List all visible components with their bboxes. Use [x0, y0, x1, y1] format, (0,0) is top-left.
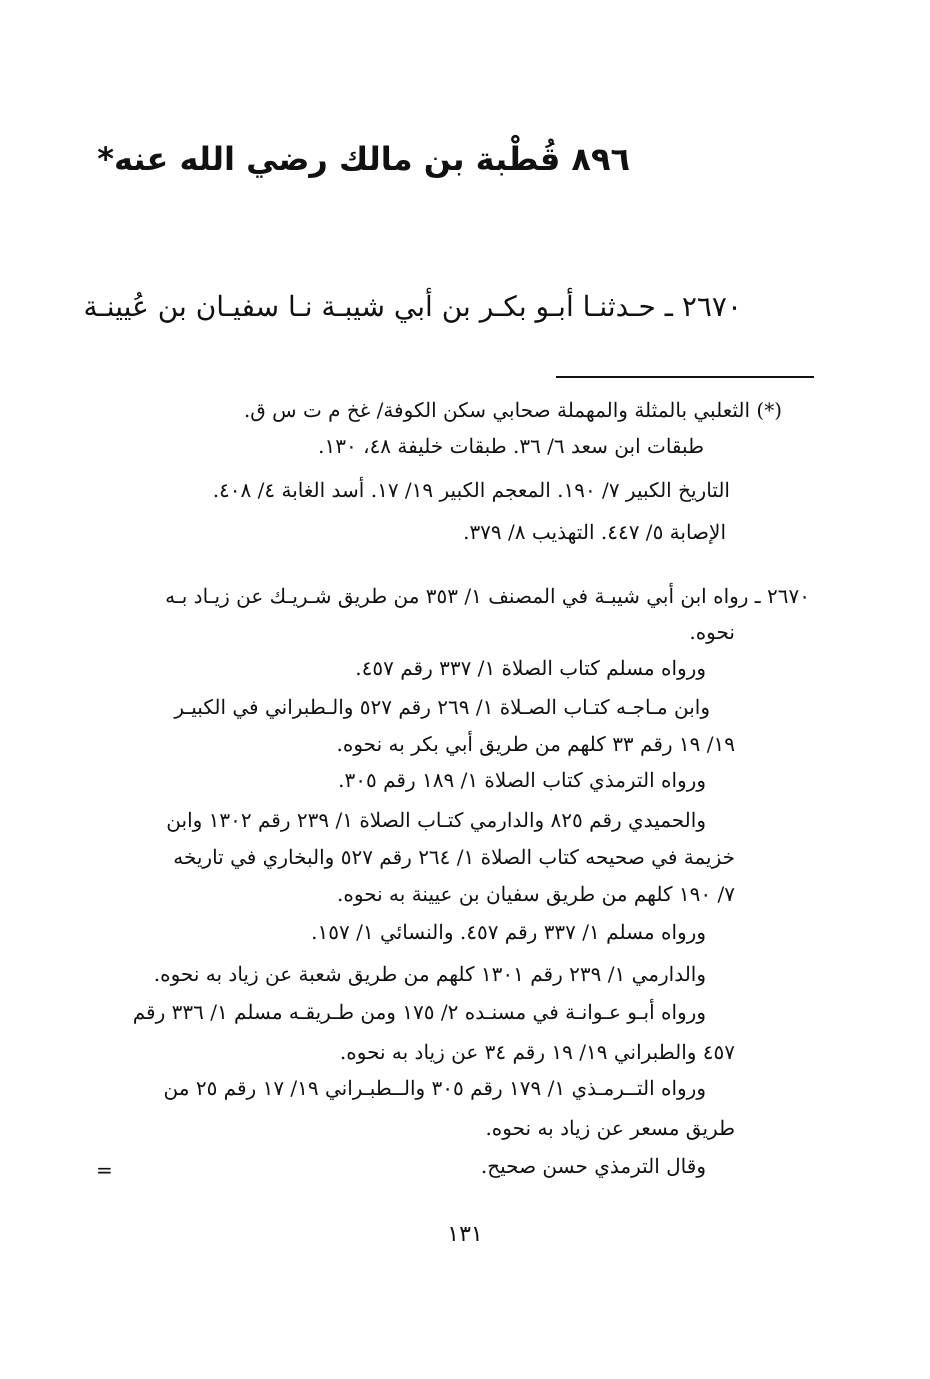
note-line: ٤٥٧ والطبراني ١٩/ ١٩ رقم ٣٤ عن زياد به نحوه.	[339, 1040, 735, 1064]
note-line: وقال الترمذي حسن صحيح.	[480, 1154, 706, 1178]
page-number: ١٣١	[447, 1222, 483, 1247]
note-line: ورواه مسلم ١/ ٣٣٧ رقم ٤٥٧. والنسائي ١/ ١٥٧.	[311, 920, 706, 944]
note-line: والدارمي ١/ ٢٣٩ رقم ١٣٠١ كلهم من طريق شعبة عن زياد به نحوه.	[153, 962, 706, 986]
note-line: (*) الثعلبي بالمثلة والمهملة صحابي سكن الكوفة/ غخ م ت س ق.	[243, 398, 782, 422]
note-line: ١٩/ ١٩ رقم ٣٣ كلهم من طريق أبي بكر به نحوه.	[336, 732, 735, 756]
note-line: والحميدي رقم ٨٢٥ والدارمي كتـاب الصلاة ١/ ٢٣٩ رقم ١٣٠٢ وابن	[166, 808, 706, 832]
note-line: طبقات ابن سعد ٦/ ٣٦. طبقات خليفة ٤٨، ١٣٠.	[318, 434, 704, 458]
note-line: التاريخ الكبير ٧/ ١٩٠. المعجم الكبير ١٩/ ١٧. أسد الغابة ٤/ ٤٠٨.	[212, 478, 730, 502]
footnote-separator	[556, 376, 814, 378]
note-line: ورواه التــرمـذي ١/ ١٧٩ رقم ٣٠٥ والــطبـراني ١٩/ ١٧ رقم ٢٥ من	[163, 1076, 706, 1100]
hadith-lead-line: ٢٦٧٠ ـ حـدثنـا أبـو بكـر بن أبي شيبـة نـا سفيـان بن عُيينـة	[83, 290, 742, 323]
note-line: ٧/ ١٩٠ كلهم من طريق سفيان بن عيينة به نحوه.	[337, 882, 735, 906]
note-line: الإصابة ٥/ ٤٤٧. التهذيب ٨/ ٣٧٩.	[463, 520, 726, 544]
biography-title: ٨٩٦ قُطْبة بن مالك رضي الله عنه*	[97, 140, 630, 178]
note-line: ٢٦٧٠ ـ رواه ابن أبي شيبـة في المصنف ١/ ٣٥٣ من طريق شـريـك عن زيـاد بـه	[165, 584, 810, 608]
note-line: ورواه الترمذي كتاب الصلاة ١/ ١٨٩ رقم ٣٠٥.	[338, 768, 706, 792]
note-line: وابن مـاجـه كتـاب الصـلاة ١/ ٢٦٩ رقم ٥٢٧ والـطبراني في الكبيـر	[174, 695, 710, 719]
note-line: خزيمة في صحيحه كتاب الصلاة ١/ ٢٦٤ رقم ٥٢٧ والبخاري في تاريخه	[173, 845, 735, 869]
note-line: طريق مسعر عن زياد به نحوه.	[485, 1116, 735, 1140]
note-line: نحوه.	[689, 620, 735, 644]
continuation-marker: =	[96, 1158, 113, 1182]
note-line: ورواه مسلم كتاب الصلاة ١/ ٣٣٧ رقم ٤٥٧.	[355, 656, 706, 680]
note-line: ورواه أبـو عـوانـة في مسنـده ٢/ ١٧٥ ومن طـريقـه مسلم ١/ ٣٣٦ رقم	[132, 1000, 706, 1024]
